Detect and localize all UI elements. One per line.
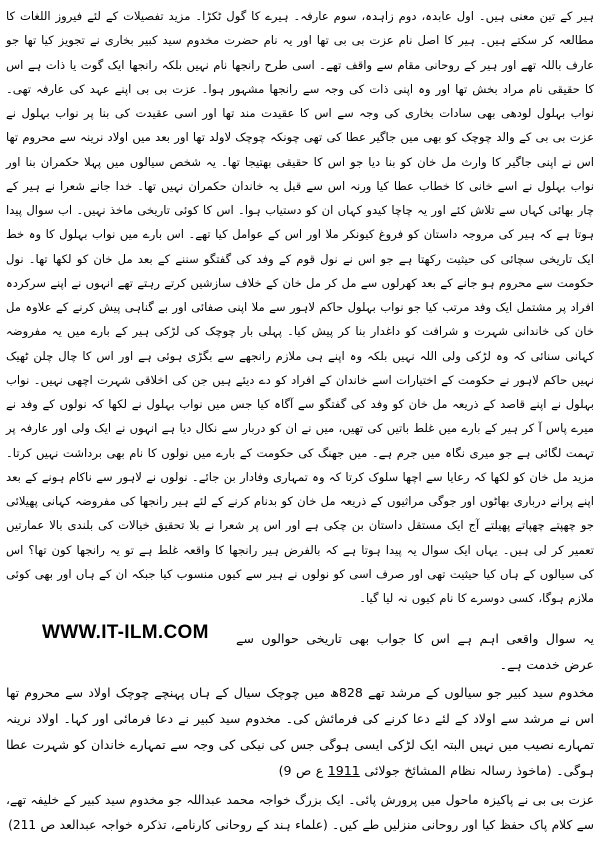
reference-ulama-e-hind: (علماء ہند کے روحانی کارنامے، تذکرہ خواجہ عبدالعد ص 211) <box>8 818 328 833</box>
paragraph-makhdoom-text: مخدوم سید کبیر جو سیالوں کے مرشد تھے 828ھ میں چوچک سیال کے ہاں پہنچے چوچک اولاد سے محروم تھا اس نے مرشد سے اولاد کے لئے دعا کرنے کی فرمائش کی۔ مخدوم سید کبیر نے دعا فرمائی اور کہا۔ اولاد نرینہ تمہارے نصیب میں نہیں البتہ ایک لڑکی ایسی ہوگی جس کی نیکی کی وجہ سے تمہارے خاندان کو شہرت عطا ہوگی۔ <box>6 685 594 778</box>
reference-suffix: ع ص 9) <box>278 763 324 778</box>
paragraph-makhdoom-syed-kabir <box>6 680 594 784</box>
document-page <box>6 0 594 864</box>
paragraph-question: یہ سوال واقعی اہم ہے اس کا جواب بھی تاریخی حوالوں سے عرض خدمت ہے۔ <box>236 631 594 672</box>
paragraph-izzat-bibi <box>6 788 594 839</box>
paragraph-heer-meaning: ہیر کے تین معنی ہیں۔ اول عابدہ، دوم زاہدہ، سوم عارفہ۔ ہیرے کا گول ٹکڑا۔ مزید تفصیلات کے لئے فیروز اللغات کا مطالعہ کر سکتے ہیں۔ ہیر کا اصل نام عزت بی بی تھا اور یہ نام حضرت مخدوم سید کبیر بخاری نے تجویز کیا تھا جو عارف باللہ تھے اور ہیر کے روحانی مقام سے واقف تھے۔ اسی طرح رانجھا نام نہیں بلکہ رانجھا ایک گوت یا ذات ہے اس کا حقیقی نام مراد بخش تھا اور وہ اپنی ذات کی وجہ سے رانجھا مشہور ہوا۔ عزت بی بی اپنے عہد کی عارفہ تھی۔ نواب بہلول لودھی بھی سادات بخاری کی وجہ سے اس کا عقیدت مند تھا اور اسی عقیدت کی بنا پر نواب بہلول نے عزت بی بی کے والد چوچک کو بھی میں جاگیر عطا کی تھی چونکہ چوچک لاولد تھا اور بعد میں اولاد نرینہ سے محروم تھا اس نے اپنی جاگیر کا وارث مل خان کو بنا دیا جو اس کا حقیقی بھتیجا تھا۔ یہ شخص سیالوں میں پہلا حکمران بنا اور نواب بہلول نے اسے خانی کا خطاب عطا کیا ورنہ اس سے قبل یہ خاندان حکمران نہیں تھا۔ خدا جانے شعرا نے ہیر کے چار بھائی کہاں سے تلاش کئے اور یہ چاچا کیدو کہاں ان کو دستیاب ہوا۔ اس کا کوئی تاریخی ماخذ نہیں۔ اب سوال پیدا ہوتا ہے کہ ہیر کی مروجہ داستان کو فروغ کیونکر ملا اور اس کے عوامل کیا تھے۔ اس بارے میں نواب بہلول کا وہ خط ایک تاریخی سچائی کی حیثیت رکھتا ہے جو اس نے نول قوم کے وفد کی گفتگو سننے کے بعد مل خان کو لکھا تھا۔ نول حکومت سے محروم ہو جانے کے بعد کھرلوں سے مل کر مل خان کے خلاف سازشیں کرتے رہتے تھے انہوں نے اپنے سرکردہ افراد پر مشتمل ایک وفد مرتب کیا جو نواب بہلول حاکم لاہور سے ملا اپنی صفائی اور بے گناہی پیش کرنے کے علاوہ مل خان کی خاندانی شہرت و شرافت کو داغدار بنا کر پیش کیا۔ پہلی بار چوچک کی لڑکی ہیر کے بارے میں یہ مفروضہ کہانی سنائی کہ وہ لڑکی ولی اللہ نہیں بلکہ وہ اپنے ہی ملازم رانجھے سے بگڑی ہوئی ہے اور اس کا چال چلن ٹھیک نہیں حاکم لاہور نے حکومت کے اختیارات اسے خاندان کے افراد کو دے دیئے ہیں جن کی اخلاقی شہرت اچھی نہیں۔ نواب بہلول نے اپنے قاصد کے ذریعہ مل خان کو وفد کی گفتگو سے آگاہ کیا جس میں نواب بہلول نے لکھا کہ نولوں کے وفد نے میرے پاس آ کر ہیر کے بارے میں غلط باتیں کی تھیں، میں نے ان کو دربار سے نکال دیا ہے انہوں نے ایک ولی اور عارفہ پر تہمت لگائی ہے جو میری نگاہ میں جرم ہے۔ میں جھنگ کی حکومت کے بارے میں نولوں کا نام بھی برداشت نہیں کرتا۔ مزید مل خان کو لکھا کہ رعایا سے اچھا سلوک کرتا کہ وہ تمہاری وفادار بن جائے۔ نولوں نے لاہور سے ناکام ہونے کے بعد اپنے پرانے درباری بھاٹوں اور جوگی مراثیوں کے ذریعہ مل خان کو بدنام کرنے کے لئے ہیر رانجھا کی مفروضہ کہانی پھیلائی جو چھپتے چھپاتے پھیلتے آج ایک مستقل داستان بن چکی ہے اور اس پر شعرا نے بلا تحقیق خیالات کی بلندی بالا عمارتیں تعمیر کر لی ہیں۔ یہاں ایک سوال یہ پیدا ہوتا ہے کہ بالفرض ہیر رانجھا کا واقعہ غلط ہے تو یہ رانجھا کون تھا؟ اس کی سیالوں کے ہاں کیا حیثیت تھی اور صرف اسی کو نولوں نے ہیر سے کیوں منسوب کیا جبکہ ان کے ہاں اور بھی کوئی ملازم ہوگا، کسی دوسرے کا نام کیوں نہ لیا گیا۔ <box>6 9 595 605</box>
reference-nizam-ul-mashaikh <box>279 763 552 778</box>
paragraph-izzat-text: عزت بی بی نے پاکیزہ ماحول میں پرورش پائی۔ ایک بزرگ خواجہ محمد عبداللہ جو مخدوم سید کبیر کے خلیفہ تھے، سے کلام پاک حفظ کیا اور روحانی منزلیں طے کیں۔ <box>6 793 594 833</box>
site-watermark: WWW.IT-ILM.COM <box>42 622 209 643</box>
reference-year: 1911 <box>327 763 360 778</box>
reference-prefix: (ماخوذ رسالہ نظام المشائخ جولائی <box>364 763 552 778</box>
